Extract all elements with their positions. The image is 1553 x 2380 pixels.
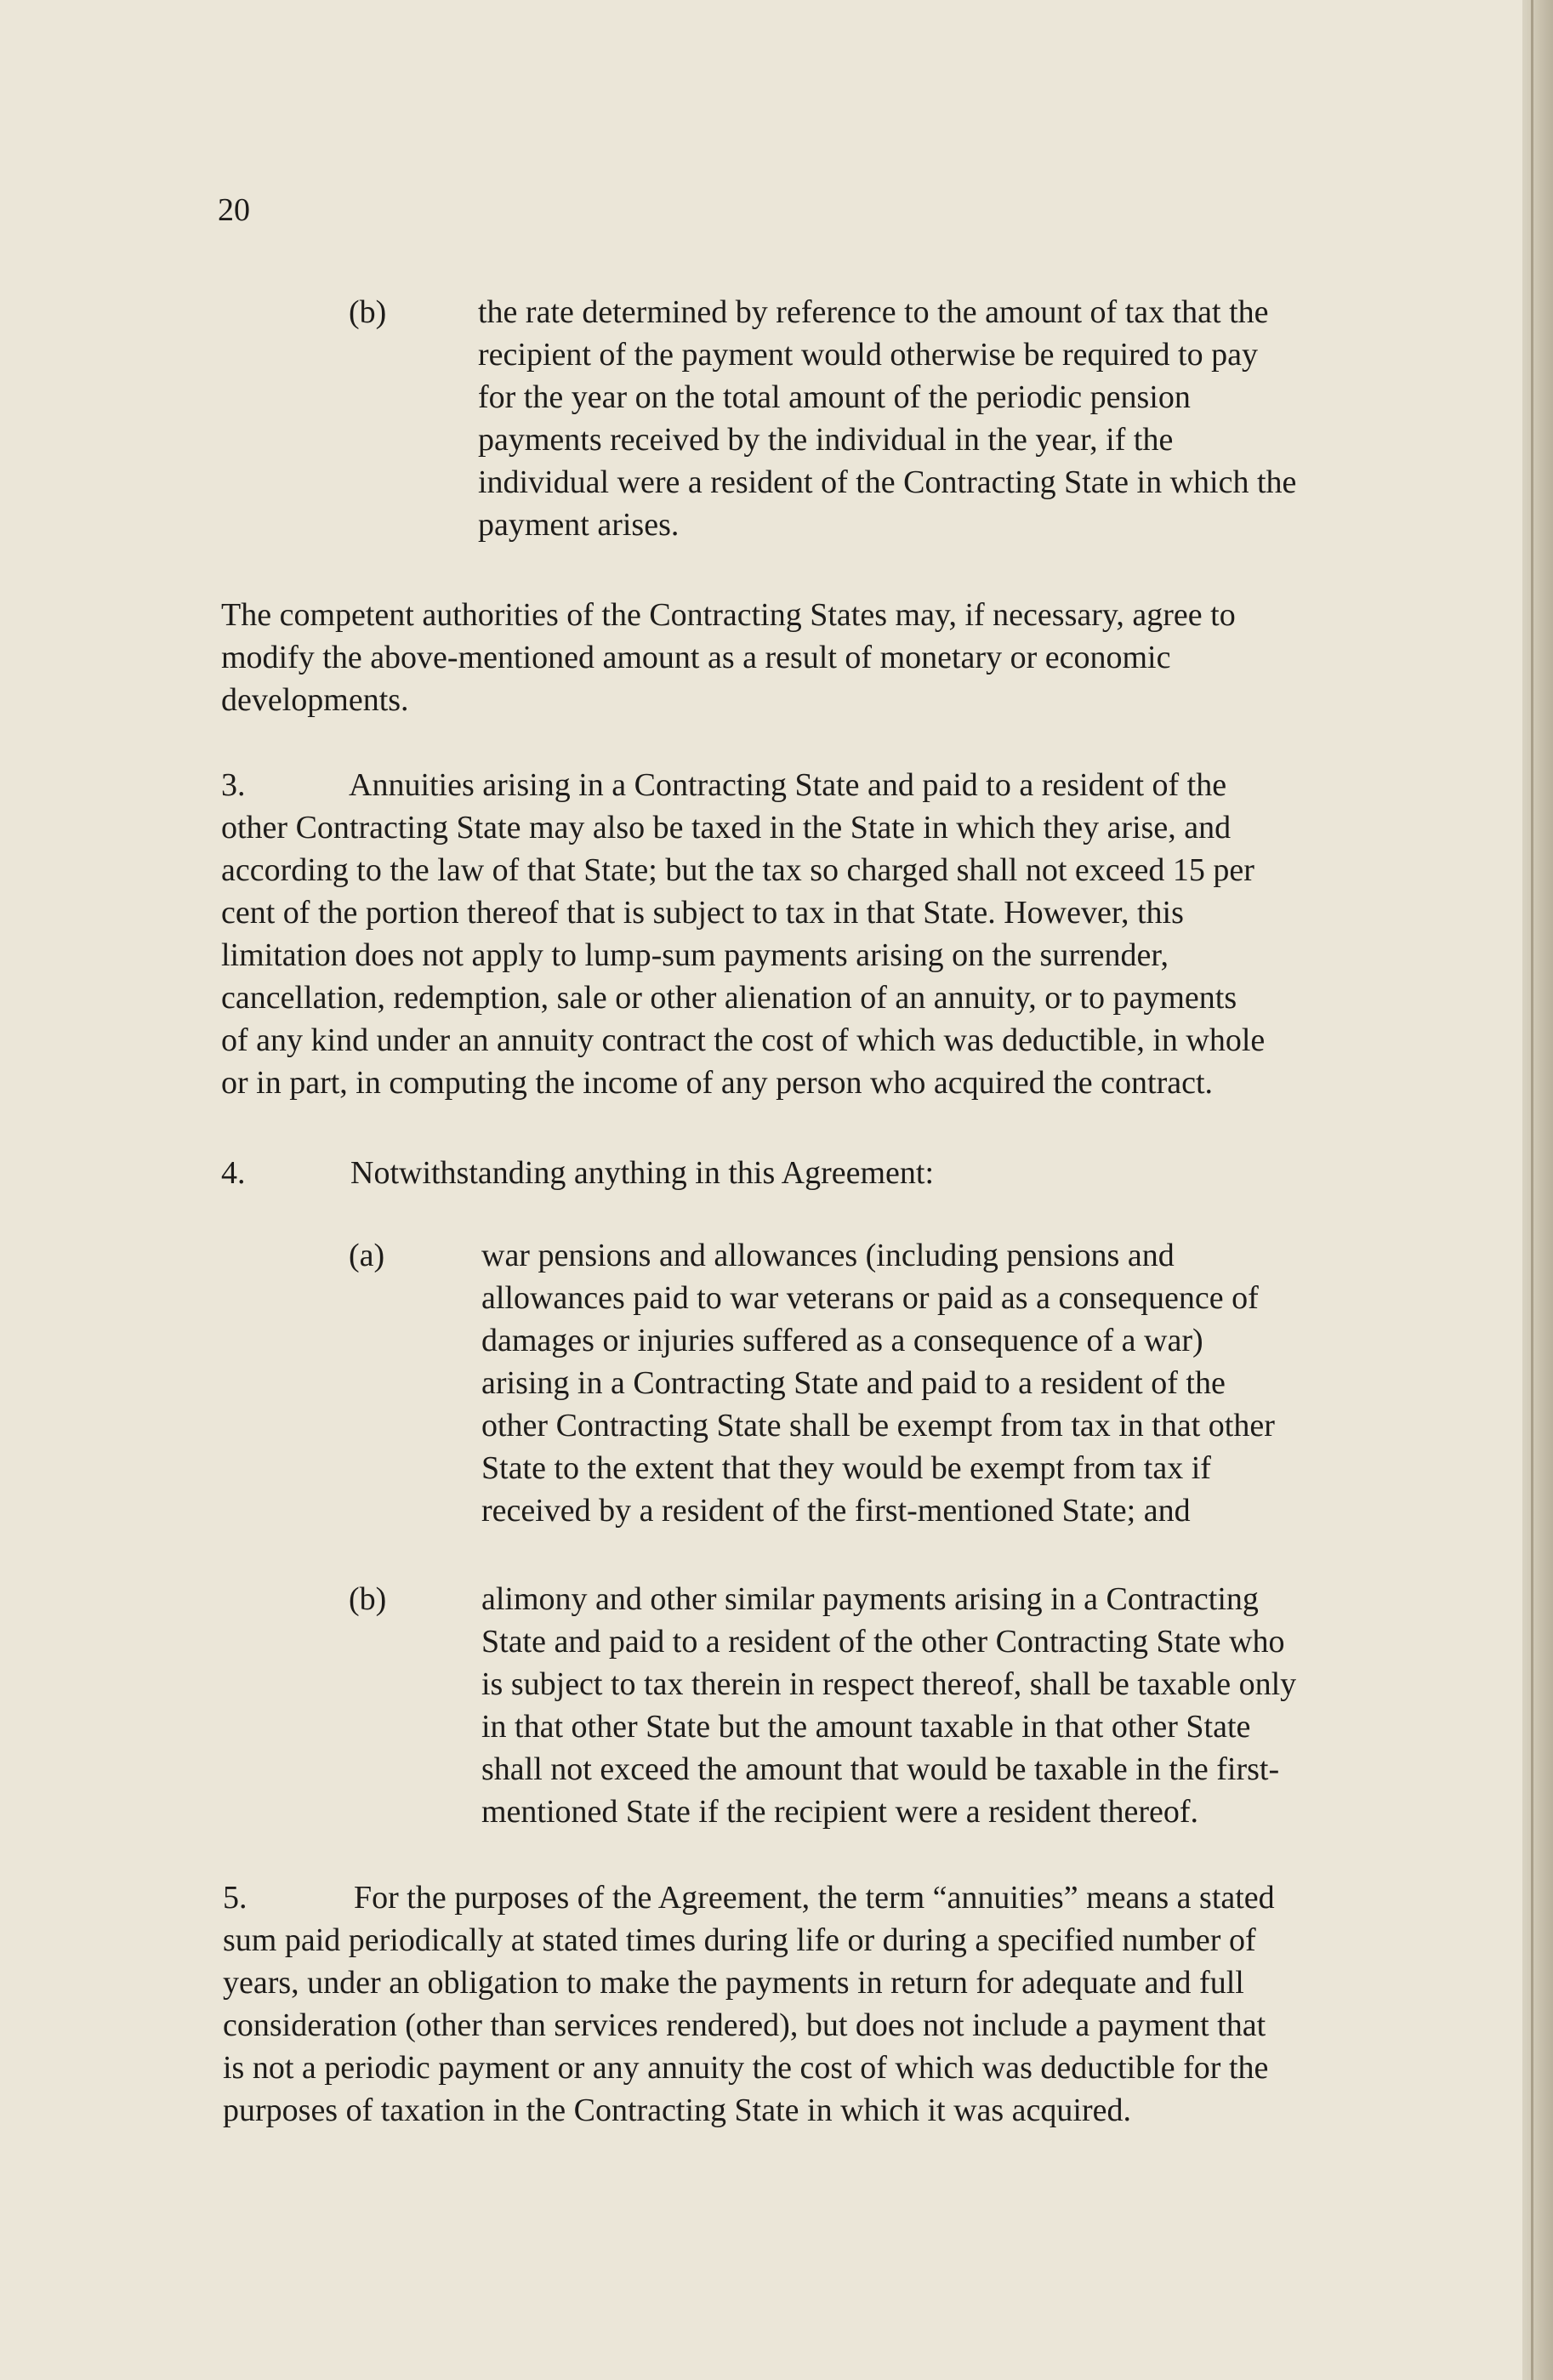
paragraph-line: purposes of taxation in the Contracting State in which it was acquired. (223, 2092, 1131, 2128)
page-edge-shadow (1522, 0, 1553, 2380)
item-b1-line: payment arises. (478, 507, 680, 543)
paragraph-3-first-line: Annuities arising in a Contracting State and paid to a resident of the (349, 767, 1227, 803)
paragraph-3-number: 3. (221, 767, 246, 803)
item-b1-line: payments received by the individual in the year, if the (478, 422, 1174, 458)
paragraph-line: cent of the portion thereof that is subject to tax in that State. However, this (221, 895, 1184, 931)
paragraph-3-body (221, 806, 1378, 1104)
paragraph-4-number: 4. (221, 1155, 246, 1191)
item-a-line: damages or injuries suffered as a consequence of a war) (481, 1323, 1203, 1358)
item-b2-line: State and paid to a resident of the other Contracting State who (481, 1624, 1285, 1660)
item-a-line: State to the extent that they would be exempt from tax if (481, 1450, 1211, 1486)
item-a-line: received by a resident of the first-mentioned State; and (481, 1493, 1191, 1529)
paragraph-line: consideration (other than services rendered), but does not include a payment that (223, 2007, 1266, 2043)
item-b2-line: mentioned State if the recipient were a resident thereof. (481, 1794, 1199, 1830)
paragraph-line: other Contracting State may also be taxed in the State in which they arise, and (221, 810, 1232, 846)
item-a-label: (a) (349, 1238, 385, 1273)
item-b1-line: for the year on the total amount of the periodic pension (478, 379, 1191, 415)
page-number: 20 (218, 192, 250, 228)
item-b2-line: shall not exceed the amount that would be taxable in the first- (481, 1751, 1280, 1787)
paragraph-authorities (221, 594, 1378, 721)
page-edge-line (1531, 0, 1533, 2380)
item-b1-line: individual were a resident of the Contracting State in which the (478, 464, 1297, 500)
item-b2-line: in that other State but the amount taxable in that other State (481, 1709, 1251, 1745)
paragraph-line: modify the above-mentioned amount as a result of monetary or economic (221, 640, 1171, 675)
item-b2-text (481, 1578, 1417, 1833)
paragraph-line: or in part, in computing the income of any person who acquired the contract. (221, 1065, 1214, 1101)
item-a-line: other Contracting State shall be exempt from tax in that other (481, 1408, 1275, 1443)
paragraph-5-body (223, 1919, 1379, 2132)
paragraph-line: years, under an obligation to make the payments in return for adequate and full (223, 1965, 1244, 2001)
paragraph-line: The competent authorities of the Contracting States may, if necessary, agree to (221, 597, 1236, 633)
paragraph-line: cancellation, redemption, sale or other alienation of an annuity, or to payments (221, 980, 1237, 1016)
paragraph-line: limitation does not apply to lump-sum payments arising on the surrender, (221, 937, 1169, 973)
item-a-line: war pensions and allowances (including pensions and (481, 1238, 1175, 1273)
paragraph-line: of any kind under an annuity contract the cost of which was deductible, in whole (221, 1022, 1266, 1058)
item-a-line: arising in a Contracting State and paid to a resident of the (481, 1365, 1226, 1401)
paragraph-line: sum paid periodically at stated times during life or during a specified number of (223, 1922, 1256, 1958)
paragraph-line: developments. (221, 682, 409, 718)
item-b1-text (478, 291, 1414, 546)
paragraph-line: according to the law of that State; but the tax so charged shall not exceed 15 per (221, 852, 1254, 888)
paragraph-4-heading: Notwithstanding anything in this Agreement: (350, 1155, 935, 1191)
item-b1-label: (b) (349, 294, 387, 330)
paragraph-line: is not a periodic payment or any annuity the cost of which was deductible for the (223, 2050, 1269, 2086)
paragraph-5-first-line: For the purposes of the Agreement, the term “annuities” means a stated (354, 1880, 1275, 1916)
item-b1-line: recipient of the payment would otherwise be required to pay (478, 337, 1258, 373)
item-b2-line: is subject to tax therein in respect thereof, shall be taxable only (481, 1666, 1297, 1702)
item-b2-label: (b) (349, 1581, 387, 1617)
paragraph-5-number: 5. (223, 1880, 247, 1916)
item-a-line: allowances paid to war veterans or paid as a consequence of (481, 1280, 1259, 1316)
item-a-text (481, 1234, 1417, 1532)
item-b1-line: the rate determined by reference to the amount of tax that the (478, 294, 1269, 330)
item-b2-line: alimony and other similar payments arising in a Contracting (481, 1581, 1259, 1617)
